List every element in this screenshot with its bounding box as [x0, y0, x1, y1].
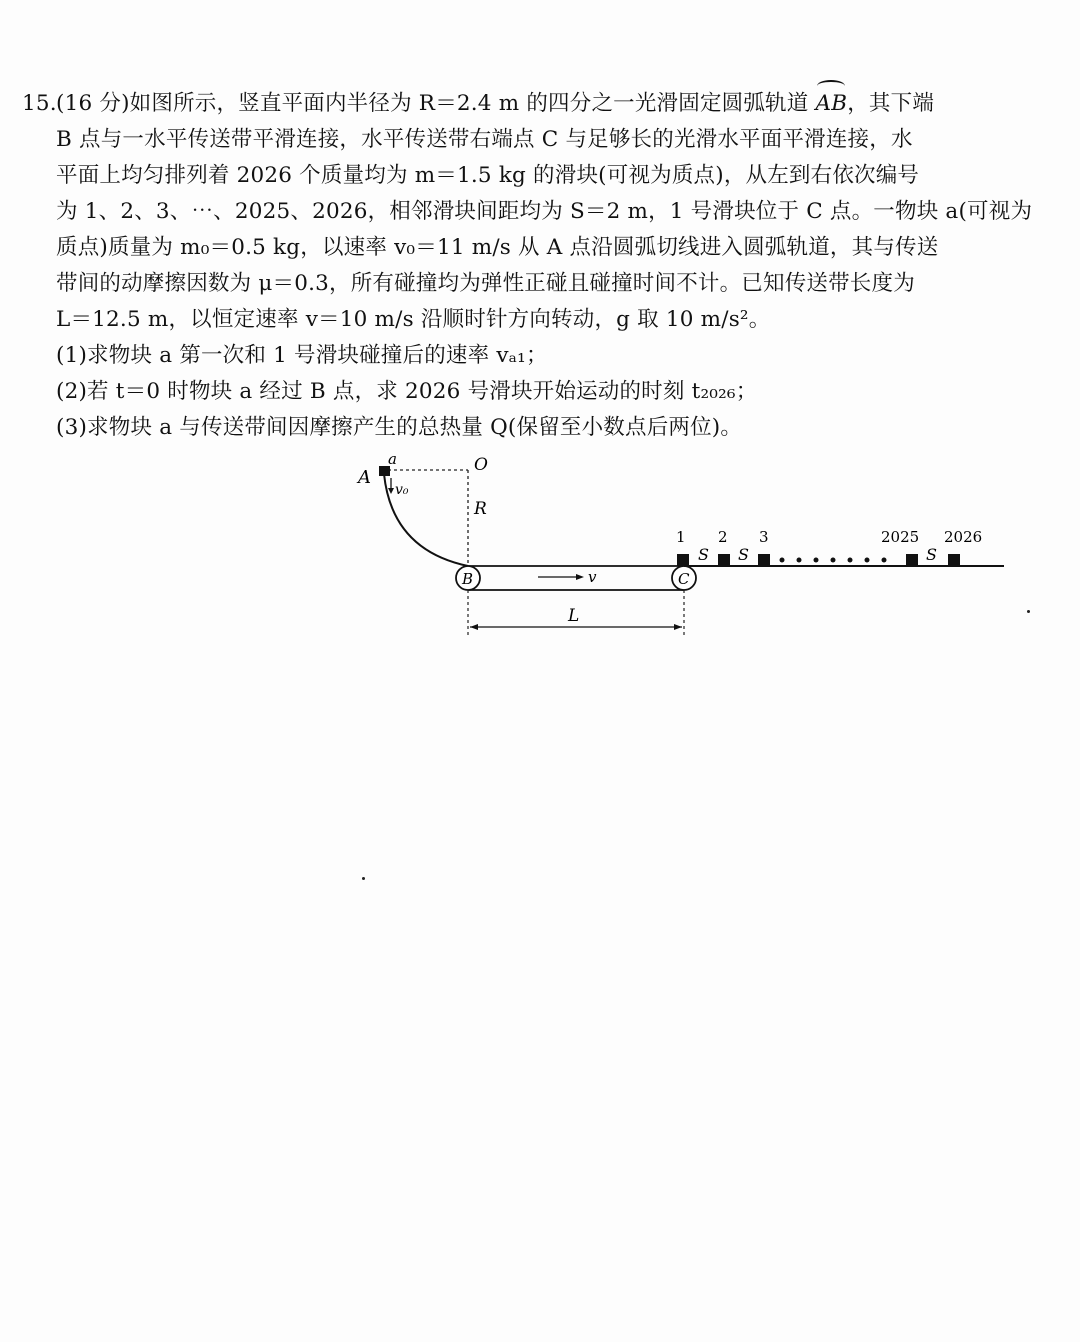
- problem-text-line-5: 质点)质量为 m₀＝0.5 kg，以速率 v₀＝11 m/s 从 A 点沿圆弧切线进入圆弧轨道，其与传送: [56, 235, 939, 260]
- label-v0: v₀: [395, 482, 409, 498]
- stray-mark: [1027, 610, 1030, 613]
- question-1: (1)求物块 a 第一次和 1 号滑块碰撞后的速率 vₐ₁；: [56, 343, 548, 368]
- question-3: (3)求物块 a 与传送带间因摩擦产生的总热量 Q(保留至小数点后两位)。: [56, 415, 743, 440]
- label-S-2: S: [738, 545, 749, 564]
- dim-arrow-left: [470, 624, 478, 630]
- problem-text-line-1: (16 分)如图所示，竖直平面内半径为 R＝2.4 m 的四分之一光滑固定圆弧轨道: [56, 91, 816, 116]
- problem-text-line-6: 带间的动摩擦因数为 μ＝0.3，所有碰撞均为弹性正碰且碰撞时间不计。已知传送带长度为: [56, 271, 915, 296]
- belt-velocity-arrow-head: [576, 574, 584, 580]
- stray-mark: [362, 877, 365, 880]
- label-a: a: [388, 450, 397, 468]
- problem-text-line-2: B 点与一水平传送带平滑连接，水平传送带右端点 C 与足够长的光滑水平面平滑连接，水: [56, 127, 913, 152]
- problem-15: [22, 86, 1033, 446]
- diagram-svg: [330, 450, 1020, 650]
- label-L: L: [568, 606, 580, 626]
- label-O: O: [474, 455, 488, 475]
- ellipsis-dot: [831, 558, 836, 563]
- ellipsis-dot: [865, 558, 870, 563]
- physics-diagram: [330, 450, 1020, 650]
- label-S-3: S: [926, 545, 937, 564]
- problem-text-line-7: L＝12.5 m，以恒定速率 v＝10 m/s 沿顺时针方向转动，g 取 10 m/s²。: [56, 307, 771, 332]
- arc-ab-label: AB: [815, 86, 847, 122]
- ellipsis-dot: [797, 558, 802, 563]
- problem-number: 15.: [22, 91, 57, 116]
- ellipsis-dot: [882, 558, 887, 563]
- label-R: R: [474, 499, 487, 519]
- slider-2026: [948, 554, 960, 566]
- label-A: A: [358, 467, 371, 488]
- ellipsis-dot: [848, 558, 853, 563]
- problem-text-line-1-tail: ，其下端: [847, 91, 935, 116]
- slider-1: [677, 554, 689, 566]
- problem-text-line-3: 平面上均匀排列着 2026 个质量均为 m＝1.5 kg 的滑块(可视为质点)，从左到右依次编号: [56, 163, 920, 188]
- question-2: (2)若 t＝0 时物块 a 经过 B 点，求 2026 号滑块开始运动的时刻 t₂₀₂₆；: [56, 379, 758, 404]
- block-number-1: 1: [676, 528, 686, 546]
- label-B: B: [462, 570, 474, 588]
- problem-text-line-4: 为 1、2、3、⋯、2025、2026，相邻滑块间距均为 S＝2 m，1 号滑块位于 C 点。一物块 a(可视为: [56, 199, 1033, 224]
- block-number-2025: 2025: [881, 528, 920, 546]
- ellipsis-dot: [814, 558, 819, 563]
- dim-arrow-right: [674, 624, 682, 630]
- ellipsis-dot: [780, 558, 785, 563]
- label-v: v: [588, 568, 597, 586]
- v0-arrow-head: [388, 488, 394, 494]
- slider-2025: [906, 554, 918, 566]
- block-number-2026: 2026: [944, 528, 983, 546]
- label-C: C: [678, 570, 690, 588]
- block-number-3: 3: [759, 528, 769, 546]
- slider-2: [718, 554, 730, 566]
- problem-line-1: [22, 86, 1022, 122]
- block-number-2: 2: [718, 528, 728, 546]
- label-S-1: S: [698, 545, 709, 564]
- slider-3: [758, 554, 770, 566]
